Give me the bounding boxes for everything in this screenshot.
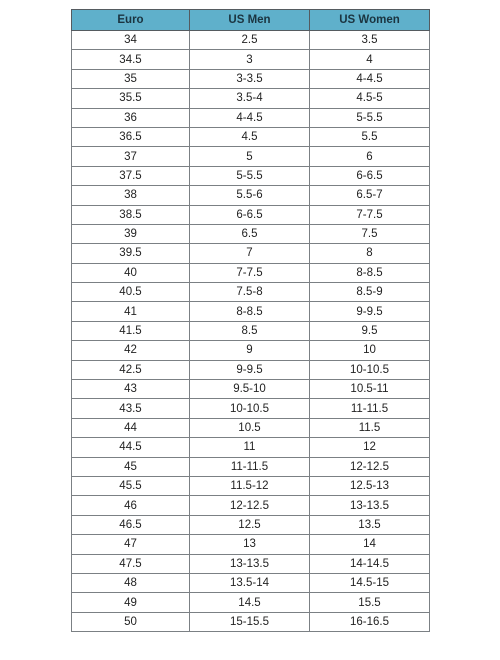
cell-euro: 38 xyxy=(72,186,190,205)
cell-us-women: 10.5-11 xyxy=(310,380,430,399)
cell-euro: 46 xyxy=(72,496,190,515)
cell-us-women: 13-13.5 xyxy=(310,496,430,515)
cell-euro: 45.5 xyxy=(72,476,190,495)
cell-us-men: 14.5 xyxy=(190,593,310,612)
table-row xyxy=(72,457,430,476)
table-row xyxy=(72,554,430,573)
table-row xyxy=(72,496,430,515)
cell-us-men: 5-5.5 xyxy=(190,166,310,185)
cell-us-women: 14 xyxy=(310,535,430,554)
table-row xyxy=(72,612,430,631)
cell-us-men: 10.5 xyxy=(190,418,310,437)
cell-us-women: 7.5 xyxy=(310,224,430,243)
cell-euro: 47 xyxy=(72,535,190,554)
header-us-men: US Men xyxy=(190,10,310,31)
table-row xyxy=(72,573,430,592)
cell-euro: 42 xyxy=(72,341,190,360)
cell-us-women: 3.5 xyxy=(310,31,430,50)
cell-us-men: 8-8.5 xyxy=(190,302,310,321)
cell-us-women: 5-5.5 xyxy=(310,108,430,127)
cell-us-men: 7-7.5 xyxy=(190,263,310,282)
table-row xyxy=(72,438,430,457)
cell-euro: 36 xyxy=(72,108,190,127)
cell-us-women: 4.5-5 xyxy=(310,89,430,108)
cell-us-women: 10-10.5 xyxy=(310,360,430,379)
cell-us-women: 4 xyxy=(310,50,430,69)
cell-euro: 45 xyxy=(72,457,190,476)
cell-us-women: 10 xyxy=(310,341,430,360)
cell-us-men: 12.5 xyxy=(190,515,310,534)
cell-us-women: 13.5 xyxy=(310,515,430,534)
table-row xyxy=(72,108,430,127)
table-row xyxy=(72,147,430,166)
cell-us-men: 4-4.5 xyxy=(190,108,310,127)
cell-us-men: 11 xyxy=(190,438,310,457)
table-row xyxy=(72,205,430,224)
table-row xyxy=(72,186,430,205)
cell-us-men: 6-6.5 xyxy=(190,205,310,224)
cell-us-men: 3-3.5 xyxy=(190,69,310,88)
cell-euro: 34.5 xyxy=(72,50,190,69)
cell-us-women: 11-11.5 xyxy=(310,399,430,418)
cell-us-women: 6.5-7 xyxy=(310,186,430,205)
cell-euro: 35 xyxy=(72,69,190,88)
cell-euro: 42.5 xyxy=(72,360,190,379)
cell-us-men: 10-10.5 xyxy=(190,399,310,418)
cell-us-men: 8.5 xyxy=(190,321,310,340)
cell-euro: 44.5 xyxy=(72,438,190,457)
table-row xyxy=(72,31,430,50)
table-row xyxy=(72,244,430,263)
cell-us-men: 13 xyxy=(190,535,310,554)
cell-us-women: 6-6.5 xyxy=(310,166,430,185)
cell-us-men: 7.5-8 xyxy=(190,283,310,302)
cell-us-men: 6.5 xyxy=(190,224,310,243)
cell-euro: 37 xyxy=(72,147,190,166)
cell-us-men: 11-11.5 xyxy=(190,457,310,476)
cell-us-women: 8.5-9 xyxy=(310,283,430,302)
cell-us-women: 12-12.5 xyxy=(310,457,430,476)
table-row xyxy=(72,535,430,554)
cell-us-women: 12 xyxy=(310,438,430,457)
cell-us-women: 8 xyxy=(310,244,430,263)
table-row xyxy=(72,380,430,399)
cell-us-women: 16-16.5 xyxy=(310,612,430,631)
cell-us-men: 13.5-14 xyxy=(190,573,310,592)
table-row xyxy=(72,360,430,379)
table-row xyxy=(72,89,430,108)
cell-euro: 36.5 xyxy=(72,127,190,146)
cell-euro: 46.5 xyxy=(72,515,190,534)
cell-us-men: 4.5 xyxy=(190,127,310,146)
cell-us-men: 5.5-6 xyxy=(190,186,310,205)
cell-us-women: 15.5 xyxy=(310,593,430,612)
table-row xyxy=(72,341,430,360)
size-chart-table xyxy=(71,9,430,632)
cell-euro: 34 xyxy=(72,31,190,50)
cell-us-women: 6 xyxy=(310,147,430,166)
table-row xyxy=(72,263,430,282)
cell-us-men: 3.5-4 xyxy=(190,89,310,108)
table-row xyxy=(72,321,430,340)
cell-euro: 39.5 xyxy=(72,244,190,263)
table-row xyxy=(72,69,430,88)
header-euro: Euro xyxy=(72,10,190,31)
table-row xyxy=(72,302,430,321)
table-row xyxy=(72,476,430,495)
cell-euro: 37.5 xyxy=(72,166,190,185)
cell-euro: 40.5 xyxy=(72,283,190,302)
cell-us-women: 8-8.5 xyxy=(310,263,430,282)
cell-euro: 41.5 xyxy=(72,321,190,340)
table-row xyxy=(72,418,430,437)
table-row xyxy=(72,283,430,302)
table-row xyxy=(72,593,430,612)
cell-euro: 50 xyxy=(72,612,190,631)
header-row xyxy=(72,10,430,31)
table-row xyxy=(72,399,430,418)
cell-euro: 39 xyxy=(72,224,190,243)
cell-us-men: 9.5-10 xyxy=(190,380,310,399)
cell-us-women: 4-4.5 xyxy=(310,69,430,88)
cell-us-women: 14-14.5 xyxy=(310,554,430,573)
cell-euro: 48 xyxy=(72,573,190,592)
cell-us-men: 9 xyxy=(190,341,310,360)
cell-us-men: 11.5-12 xyxy=(190,476,310,495)
table-row xyxy=(72,224,430,243)
cell-us-men: 7 xyxy=(190,244,310,263)
cell-euro: 35.5 xyxy=(72,89,190,108)
cell-us-men: 13-13.5 xyxy=(190,554,310,573)
cell-us-women: 7-7.5 xyxy=(310,205,430,224)
cell-euro: 38.5 xyxy=(72,205,190,224)
cell-euro: 43.5 xyxy=(72,399,190,418)
table-row xyxy=(72,515,430,534)
cell-euro: 40 xyxy=(72,263,190,282)
cell-us-men: 2.5 xyxy=(190,31,310,50)
cell-euro: 44 xyxy=(72,418,190,437)
cell-euro: 47.5 xyxy=(72,554,190,573)
cell-us-men: 12-12.5 xyxy=(190,496,310,515)
table-row xyxy=(72,166,430,185)
cell-us-men: 3 xyxy=(190,50,310,69)
table-row xyxy=(72,50,430,69)
cell-euro: 49 xyxy=(72,593,190,612)
cell-us-men: 15-15.5 xyxy=(190,612,310,631)
cell-us-men: 9-9.5 xyxy=(190,360,310,379)
size-chart-header xyxy=(72,10,430,31)
cell-us-women: 14.5-15 xyxy=(310,573,430,592)
cell-us-women: 12.5-13 xyxy=(310,476,430,495)
cell-euro: 41 xyxy=(72,302,190,321)
cell-us-women: 5.5 xyxy=(310,127,430,146)
table-row xyxy=(72,127,430,146)
size-chart-body xyxy=(72,31,430,632)
header-us-women: US Women xyxy=(310,10,430,31)
cell-us-women: 9-9.5 xyxy=(310,302,430,321)
cell-us-women: 9.5 xyxy=(310,321,430,340)
cell-us-women: 11.5 xyxy=(310,418,430,437)
cell-euro: 43 xyxy=(72,380,190,399)
cell-us-men: 5 xyxy=(190,147,310,166)
